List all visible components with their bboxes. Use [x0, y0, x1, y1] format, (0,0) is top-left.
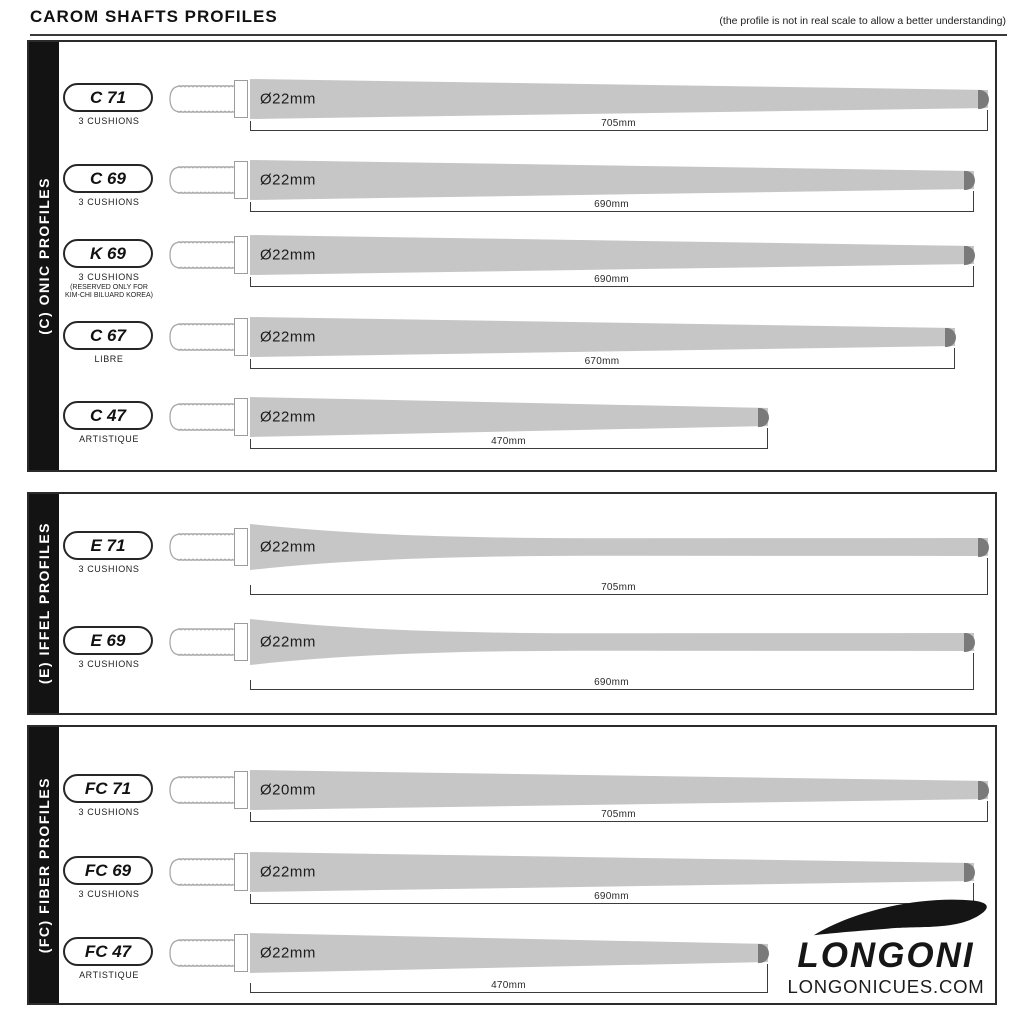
- section-label: (E) IFFEL PROFILES: [36, 522, 52, 685]
- discipline-label: 3 CUSHIONS: [78, 807, 140, 817]
- length-label: 470mm: [491, 436, 526, 447]
- model-badge: [63, 164, 153, 193]
- length-label: 705mm: [601, 118, 636, 129]
- length-label: 690mm: [594, 199, 629, 210]
- joint-screw-icon: [168, 939, 236, 967]
- length-label: 705mm: [601, 809, 636, 820]
- discipline-label: ARTISTIQUE: [79, 434, 139, 444]
- model-label: C 69: [90, 168, 126, 188]
- title-rule: [30, 34, 1007, 36]
- diameter-label: Ø22mm: [260, 328, 316, 346]
- dimension-line: [250, 191, 974, 212]
- diameter-label: Ø22mm: [260, 863, 316, 881]
- joint-screw-icon: [168, 403, 236, 431]
- model-badge: [63, 626, 153, 655]
- discipline-label: 3 CUSHIONS: [78, 116, 140, 126]
- length-label: 690mm: [594, 677, 629, 688]
- longoni-swoosh-icon: [812, 894, 994, 940]
- joint-screw-icon: [168, 166, 236, 194]
- joint-collar: [234, 528, 248, 566]
- reserved-note-line1: (RESERVED ONLY FOR: [70, 284, 148, 291]
- model-badge: [63, 401, 153, 430]
- section-conic-profiles: [27, 40, 997, 472]
- discipline-label: 3 CUSHIONS: [78, 564, 140, 574]
- reserved-note-line2: KIM-CHI BILUARD KOREA): [65, 292, 153, 299]
- diameter-label: Ø22mm: [260, 944, 316, 962]
- dimension-line: [250, 266, 974, 287]
- shaft-graphic: [250, 157, 974, 210]
- section-sidebar: [29, 494, 59, 713]
- diameter-label: Ø22mm: [260, 246, 316, 264]
- joint-screw-icon: [168, 85, 236, 113]
- joint-screw-icon: [168, 241, 236, 269]
- model-label: E 69: [90, 630, 126, 650]
- joint-screw-icon: [168, 858, 236, 886]
- shaft-graphic: [250, 76, 988, 129]
- diameter-label: Ø20mm: [260, 781, 316, 799]
- dimension-line: [250, 428, 768, 449]
- scale-disclaimer: (the profile is not in real scale to allow a better understanding): [719, 15, 1006, 27]
- shaft-graphic: [250, 849, 974, 902]
- discipline-label: 3 CUSHIONS: [78, 889, 140, 899]
- joint-screw-icon: [168, 628, 236, 656]
- joint-screw-icon: [168, 533, 236, 561]
- dimension-line: [250, 801, 988, 822]
- model-label: E 71: [90, 535, 126, 555]
- model-badge: [63, 531, 153, 560]
- length-label: 670mm: [584, 356, 620, 367]
- shaft-graphic: [250, 930, 768, 991]
- dimension-line: [250, 348, 955, 369]
- diameter-label: Ø22mm: [260, 538, 316, 556]
- joint-collar: [234, 161, 248, 199]
- section-eiffel-profiles: [27, 492, 997, 715]
- diameter-label: Ø22mm: [260, 408, 316, 426]
- dimension-line: [250, 653, 974, 690]
- joint-collar: [234, 853, 248, 891]
- model-label: K 69: [90, 243, 126, 263]
- brand-name: LONGONI: [797, 936, 975, 975]
- discipline-label: 3 CUSHIONS: [78, 272, 140, 282]
- model-label: C 71: [90, 87, 126, 107]
- model-badge: [63, 239, 153, 268]
- model-label: C 47: [90, 405, 126, 425]
- joint-collar: [234, 623, 248, 661]
- model-badge: [63, 83, 153, 112]
- length-label: 690mm: [594, 891, 629, 902]
- dimension-line: [250, 558, 988, 595]
- length-label: 705mm: [601, 582, 636, 593]
- model-badge: [63, 774, 153, 803]
- model-badge: [63, 321, 153, 350]
- joint-collar: [234, 236, 248, 274]
- joint-collar: [234, 934, 248, 972]
- joint-collar: [234, 771, 248, 809]
- website-url: LONGONICUES.COM: [787, 976, 985, 997]
- discipline-label: 3 CUSHIONS: [78, 659, 140, 669]
- model-label: C 67: [90, 325, 126, 345]
- section-sidebar: [29, 42, 59, 470]
- model-label: FC 47: [84, 941, 132, 961]
- shaft-graphic: [250, 767, 988, 820]
- discipline-label: 3 CUSHIONS: [78, 197, 140, 207]
- joint-collar: [234, 398, 248, 436]
- shaft-graphic: [250, 394, 768, 447]
- shaft-graphic: [250, 232, 974, 285]
- diameter-label: Ø22mm: [260, 633, 316, 651]
- length-label: 470mm: [491, 980, 526, 991]
- section-label: (FC) FIBER PROFILES: [36, 776, 52, 954]
- model-badge: [63, 856, 153, 885]
- diameter-label: Ø22mm: [260, 90, 316, 108]
- joint-screw-icon: [168, 776, 236, 804]
- shaft-graphic: [250, 314, 955, 367]
- longoni-logo: [778, 894, 994, 998]
- section-label: (C) ONIC PROFILES: [36, 177, 52, 335]
- section-sidebar: [29, 727, 59, 1003]
- model-label: FC 69: [84, 860, 132, 880]
- shaft-graphic: [250, 524, 988, 593]
- model-badge: [63, 937, 153, 966]
- dimension-line: [250, 110, 988, 131]
- diameter-label: Ø22mm: [260, 171, 316, 189]
- model-label: FC 71: [84, 778, 132, 798]
- shaft-graphic: [250, 619, 974, 688]
- discipline-label: LIBRE: [94, 354, 124, 364]
- joint-collar: [234, 80, 248, 118]
- dimension-line: [250, 964, 768, 993]
- joint-screw-icon: [168, 323, 236, 351]
- discipline-label: ARTISTIQUE: [79, 970, 139, 980]
- page-title: CAROM SHAFTS PROFILES: [30, 7, 278, 26]
- length-label: 690mm: [594, 274, 629, 285]
- joint-collar: [234, 318, 248, 356]
